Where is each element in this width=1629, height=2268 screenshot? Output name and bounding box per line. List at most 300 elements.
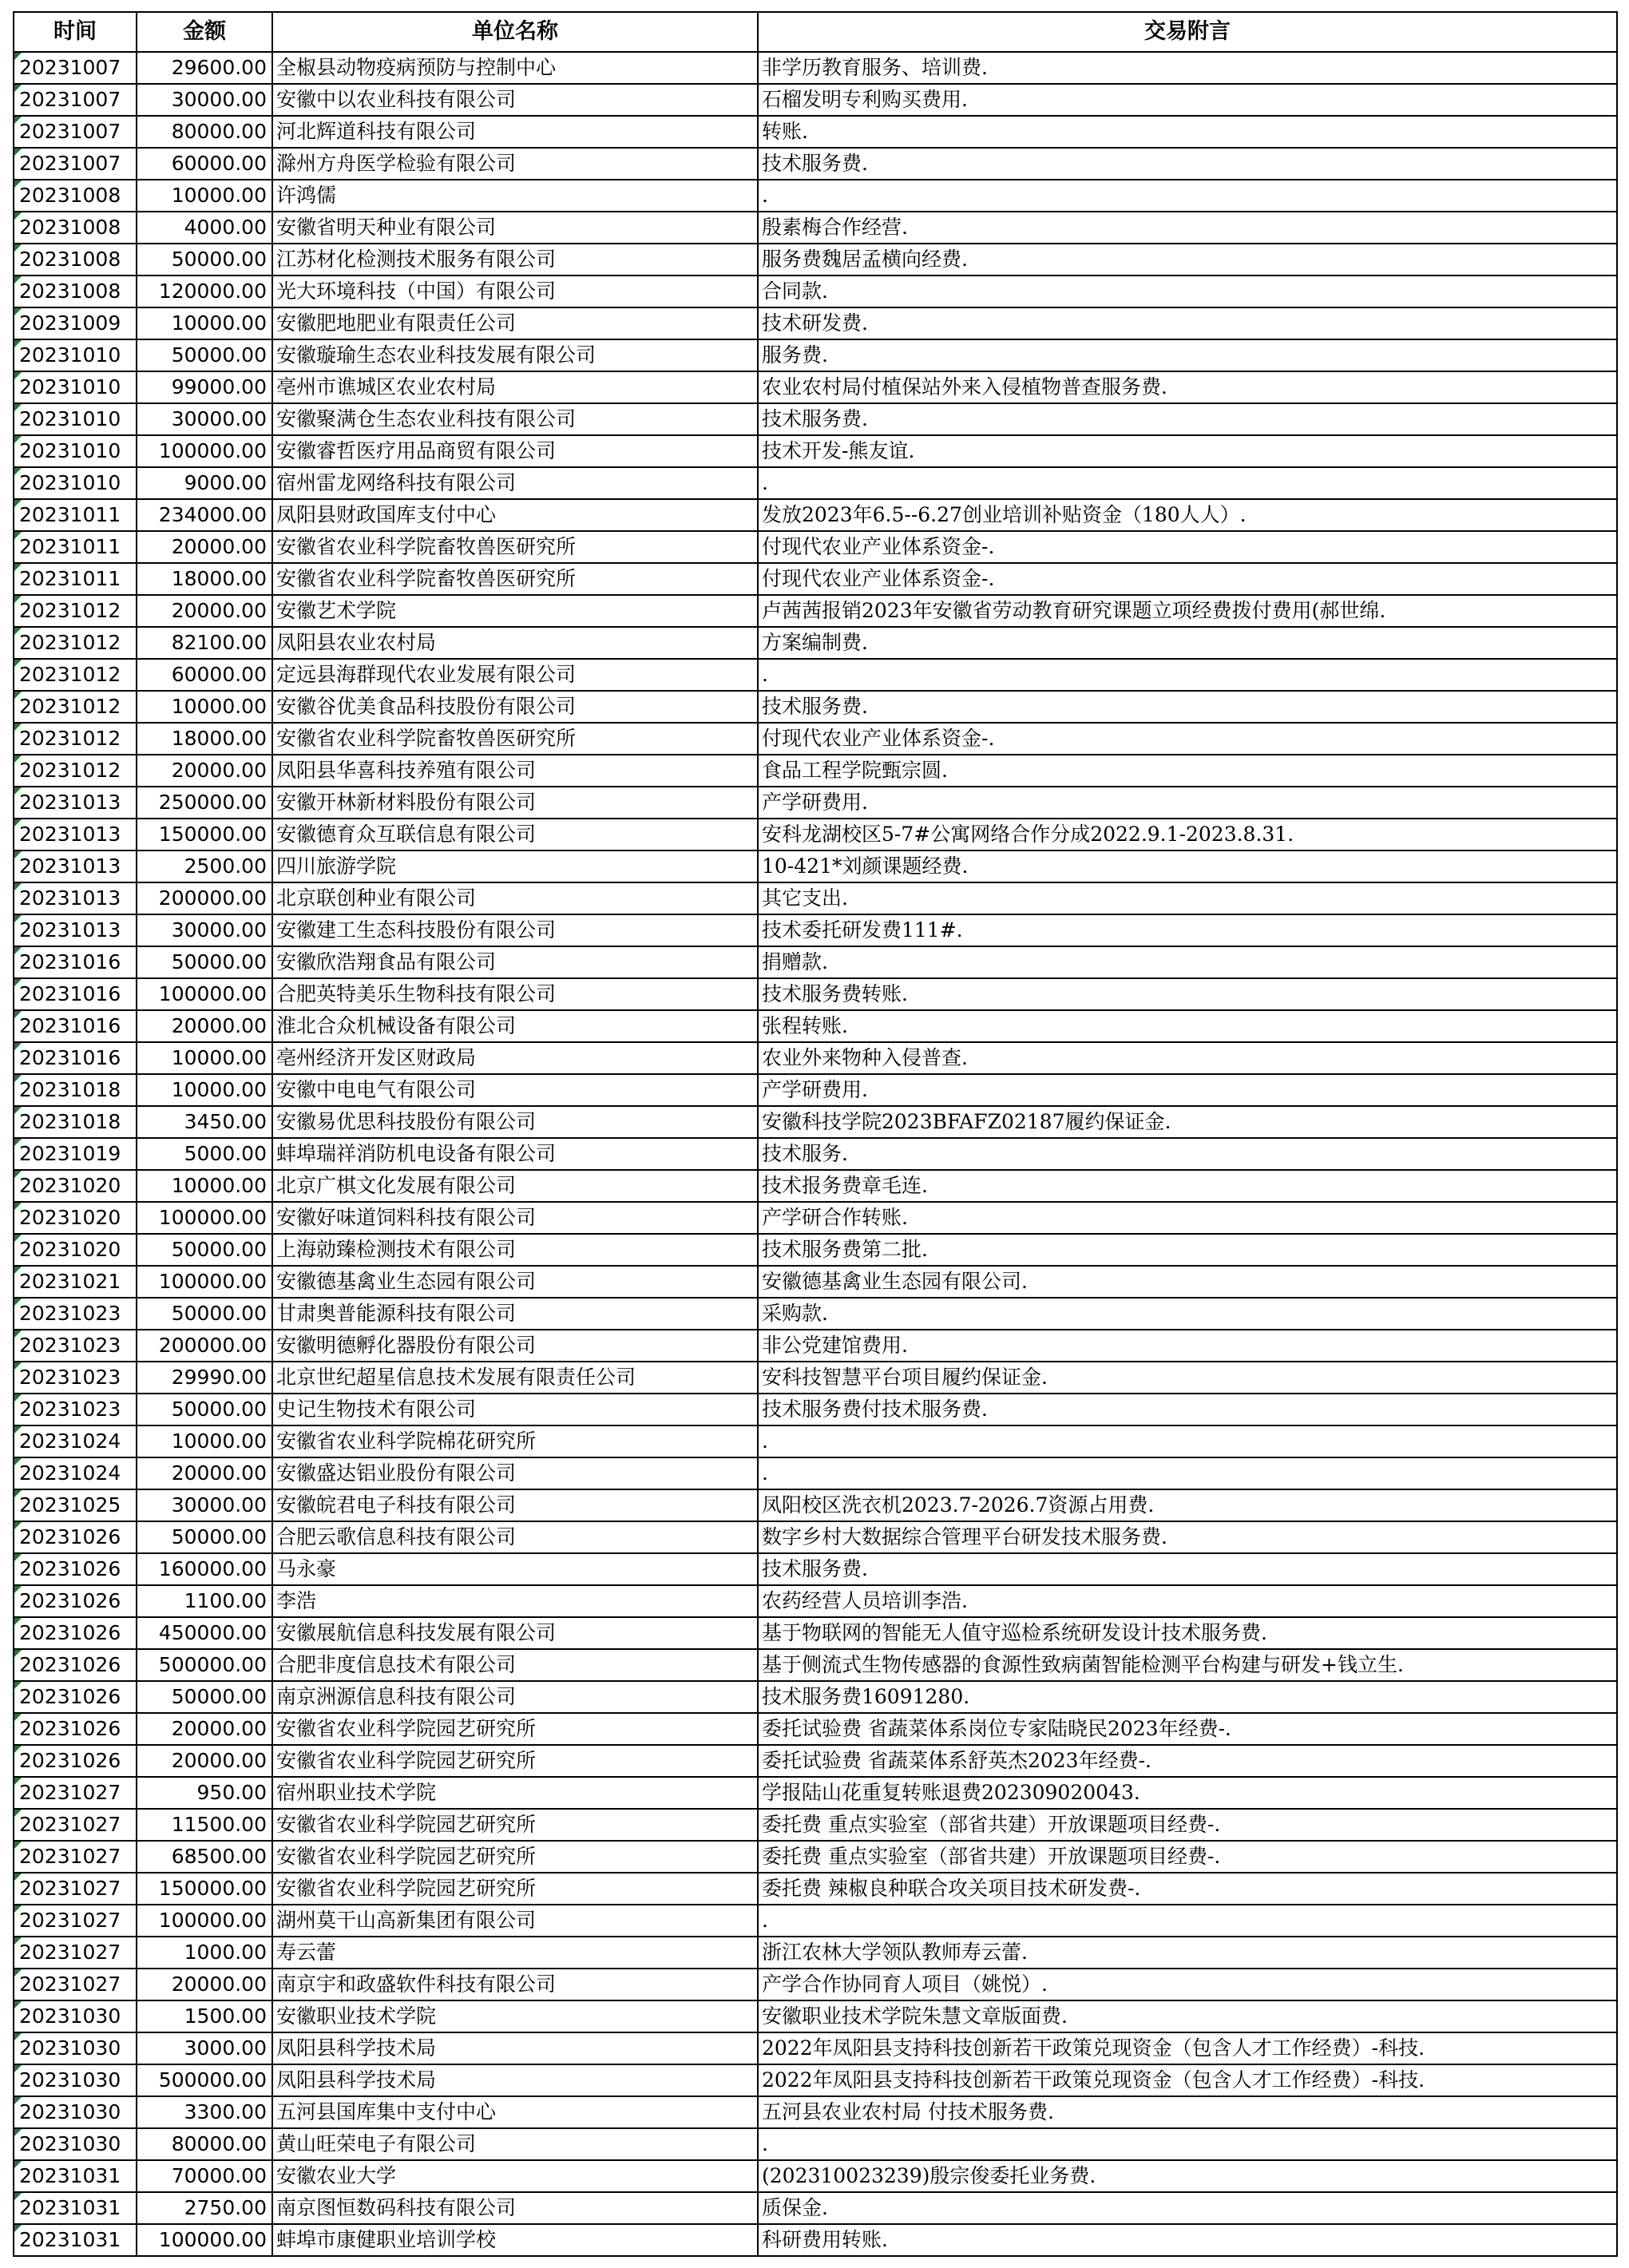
cell-amount[interactable]: 3300.00: [137, 2096, 272, 2128]
cell-date[interactable]: 20231026: [14, 1681, 137, 1713]
cell-memo[interactable]: 合同款.: [758, 276, 1617, 307]
cell-amount[interactable]: 200000.00: [137, 1330, 272, 1362]
cell-memo[interactable]: .: [758, 1905, 1617, 1937]
cell-unit[interactable]: 安徽建工生态科技股份有限公司: [272, 914, 758, 946]
cell-memo[interactable]: .: [758, 180, 1617, 212]
cell-memo[interactable]: 其它支出.: [758, 882, 1617, 914]
cell-memo[interactable]: 安徽德基禽业生态园有限公司.: [758, 1266, 1617, 1298]
cell-unit[interactable]: 安徽艺术学院: [272, 595, 758, 627]
cell-amount[interactable]: 30000.00: [137, 1489, 272, 1521]
cell-unit[interactable]: 全椒县动物疫病预防与控制中心: [272, 52, 758, 84]
cell-memo[interactable]: 方案编制费.: [758, 627, 1617, 659]
cell-memo[interactable]: 农业外来物种入侵普查.: [758, 1042, 1617, 1074]
cell-unit[interactable]: 合肥英特美乐生物科技有限公司: [272, 978, 758, 1010]
header-unit: 单位名称: [272, 12, 758, 52]
cell-amount[interactable]: 1500.00: [137, 2000, 272, 2032]
cell-amount[interactable]: 60000.00: [137, 659, 272, 691]
cell-unit[interactable]: 北京世纪超星信息技术发展有限责任公司: [272, 1362, 758, 1394]
cell-unit[interactable]: 南京宇和政盛软件科技有限公司: [272, 1969, 758, 2000]
cell-amount[interactable]: 150000.00: [137, 819, 272, 850]
cell-date[interactable]: 20231019: [14, 1138, 137, 1170]
cell-date[interactable]: 20231016: [14, 1042, 137, 1074]
cell-amount[interactable]: 18000.00: [137, 563, 272, 595]
cell-date[interactable]: 20231012: [14, 595, 137, 627]
cell-amount[interactable]: 120000.00: [137, 276, 272, 307]
cell-amount[interactable]: 50000.00: [137, 1681, 272, 1713]
cell-memo[interactable]: 农业农村局付植保站外来入侵植物普查服务费.: [758, 371, 1617, 403]
cell-date[interactable]: 20231024: [14, 1425, 137, 1457]
cell-date[interactable]: 20231026: [14, 1553, 137, 1585]
cell-amount[interactable]: 20000.00: [137, 1010, 272, 1042]
cell-unit[interactable]: 南京图恒数码科技有限公司: [272, 2192, 758, 2224]
cell-unit[interactable]: 安徽皖君电子科技有限公司: [272, 1489, 758, 1521]
cell-amount[interactable]: 20000.00: [137, 1457, 272, 1489]
cell-unit[interactable]: 安徽睿哲医疗用品商贸有限公司: [272, 435, 758, 467]
cell-amount[interactable]: 99000.00: [137, 371, 272, 403]
cell-memo[interactable]: 付现代农业产业体系资金-.: [758, 723, 1617, 755]
cell-date[interactable]: 20231010: [14, 467, 137, 499]
cell-amount[interactable]: 4000.00: [137, 212, 272, 244]
cell-amount[interactable]: 160000.00: [137, 1553, 272, 1585]
cell-amount[interactable]: 3000.00: [137, 2032, 272, 2064]
cell-unit[interactable]: 江苏材化检测技术服务有限公司: [272, 244, 758, 276]
cell-memo[interactable]: 学报陆山花重复转账退费202309020043.: [758, 1777, 1617, 1809]
cell-unit[interactable]: 安徽璇瑜生态农业科技发展有限公司: [272, 339, 758, 371]
cell-amount[interactable]: 20000.00: [137, 595, 272, 627]
cell-memo[interactable]: 委托费 辣椒良种联合攻关项目技术研发费-.: [758, 1873, 1617, 1905]
cell-amount[interactable]: 450000.00: [137, 1617, 272, 1649]
cell-unit[interactable]: 安徽省农业科学院畜牧兽医研究所: [272, 563, 758, 595]
table-row: [14, 148, 1617, 180]
cell-amount[interactable]: 50000.00: [137, 244, 272, 276]
header-date: 时间: [14, 12, 137, 52]
cell-date[interactable]: 20231010: [14, 371, 137, 403]
cell-memo[interactable]: 技术服务费.: [758, 148, 1617, 180]
cell-date[interactable]: 20231030: [14, 2032, 137, 2064]
cell-date[interactable]: 20231020: [14, 1234, 137, 1266]
cell-amount[interactable]: 10000.00: [137, 1074, 272, 1106]
cell-date[interactable]: 20231012: [14, 659, 137, 691]
cell-date[interactable]: 20231026: [14, 1585, 137, 1617]
cell-date[interactable]: 20231012: [14, 627, 137, 659]
cell-memo[interactable]: 数字乡村大数据综合管理平台研发技术服务费.: [758, 1521, 1617, 1553]
table-body: [14, 52, 1617, 2256]
cell-memo[interactable]: 技术服务费16091280.: [758, 1681, 1617, 1713]
cell-unit[interactable]: 安徽谷优美食品科技股份有限公司: [272, 691, 758, 723]
cell-date[interactable]: 20231021: [14, 1266, 137, 1298]
cell-memo[interactable]: 产学研费用.: [758, 787, 1617, 819]
cell-date[interactable]: 20231018: [14, 1106, 137, 1138]
cell-memo[interactable]: 张程转账.: [758, 1010, 1617, 1042]
cell-amount[interactable]: 80000.00: [137, 116, 272, 148]
cell-date[interactable]: 20231030: [14, 2000, 137, 2032]
cell-unit[interactable]: 黄山旺荣电子有限公司: [272, 2128, 758, 2160]
cell-amount[interactable]: 200000.00: [137, 882, 272, 914]
cell-amount[interactable]: 60000.00: [137, 148, 272, 180]
cell-unit[interactable]: 安徽展航信息科技发展有限公司: [272, 1617, 758, 1649]
cell-date[interactable]: 20231016: [14, 978, 137, 1010]
cell-date[interactable]: 20231027: [14, 1809, 137, 1841]
cell-amount[interactable]: 50000.00: [137, 946, 272, 978]
cell-unit[interactable]: 安徽开林新材料股份有限公司: [272, 787, 758, 819]
cell-date[interactable]: 20231010: [14, 403, 137, 435]
cell-date[interactable]: 20231031: [14, 2224, 137, 2256]
cell-memo[interactable]: 基于物联网的智能无人值守巡检系统研发设计技术服务费.: [758, 1617, 1617, 1649]
cell-date[interactable]: 20231008: [14, 212, 137, 244]
cell-memo[interactable]: 食品工程学院甄宗圆.: [758, 755, 1617, 787]
cell-date[interactable]: 20231027: [14, 1969, 137, 2000]
cell-unit[interactable]: 安徽聚满仓生态农业科技有限公司: [272, 403, 758, 435]
cell-amount[interactable]: 20000.00: [137, 1745, 272, 1777]
cell-date[interactable]: 20231013: [14, 850, 137, 882]
cell-date[interactable]: 20231025: [14, 1489, 137, 1521]
cell-date[interactable]: 20231008: [14, 244, 137, 276]
cell-unit[interactable]: 安徽职业技术学院: [272, 2000, 758, 2032]
cell-memo[interactable]: 技术研发费.: [758, 307, 1617, 339]
cell-amount[interactable]: 30000.00: [137, 914, 272, 946]
cell-unit[interactable]: 寿云蕾: [272, 1937, 758, 1969]
cell-memo[interactable]: 产学合作协同育人项目（姚悦）.: [758, 1969, 1617, 2000]
table-row: [14, 819, 1617, 850]
cell-date[interactable]: 20231012: [14, 691, 137, 723]
cell-unit[interactable]: 安徽省明天种业有限公司: [272, 212, 758, 244]
cell-unit[interactable]: 凤阳县华喜科技养殖有限公司: [272, 755, 758, 787]
cell-unit[interactable]: 北京联创种业有限公司: [272, 882, 758, 914]
cell-memo[interactable]: .: [758, 1457, 1617, 1489]
cell-memo[interactable]: 非学历教育服务、培训费.: [758, 52, 1617, 84]
cell-unit[interactable]: 上海勍臻检测技术有限公司: [272, 1234, 758, 1266]
cell-amount[interactable]: 68500.00: [137, 1841, 272, 1873]
cell-unit[interactable]: 李浩: [272, 1585, 758, 1617]
cell-date[interactable]: 20231026: [14, 1617, 137, 1649]
cell-date[interactable]: 20231027: [14, 1905, 137, 1937]
cell-date[interactable]: 20231027: [14, 1777, 137, 1809]
cell-unit[interactable]: 凤阳县科学技术局: [272, 2064, 758, 2096]
cell-memo[interactable]: 转账.: [758, 116, 1617, 148]
cell-amount[interactable]: 82100.00: [137, 627, 272, 659]
cell-memo[interactable]: 安科技智慧平台项目履约保证金.: [758, 1362, 1617, 1394]
cell-amount[interactable]: 500000.00: [137, 2064, 272, 2096]
cell-date[interactable]: 20231013: [14, 819, 137, 850]
cell-memo[interactable]: .: [758, 659, 1617, 691]
cell-amount[interactable]: 20000.00: [137, 1969, 272, 2000]
cell-memo[interactable]: 殷素梅合作经营.: [758, 212, 1617, 244]
cell-amount[interactable]: 100000.00: [137, 1202, 272, 1234]
cell-amount[interactable]: 2500.00: [137, 850, 272, 882]
cell-date[interactable]: 20231018: [14, 1074, 137, 1106]
cell-memo[interactable]: 非公党建馆费用.: [758, 1330, 1617, 1362]
cell-memo[interactable]: 基于侧流式生物传感器的食源性致病菌智能检测平台构建与研发+钱立生.: [758, 1649, 1617, 1681]
cell-memo[interactable]: 技术服务费.: [758, 403, 1617, 435]
cell-date[interactable]: 20231013: [14, 787, 137, 819]
cell-unit[interactable]: 安徽德基禽业生态园有限公司: [272, 1266, 758, 1298]
cell-unit[interactable]: 安徽农业大学: [272, 2160, 758, 2192]
cell-memo[interactable]: 安科龙湖校区5-7#公寓网络合作分成2022.9.1-2023.8.31.: [758, 819, 1617, 850]
cell-memo[interactable]: 采购款.: [758, 1298, 1617, 1330]
cell-amount[interactable]: 100000.00: [137, 435, 272, 467]
cell-amount[interactable]: 29990.00: [137, 1362, 272, 1394]
cell-memo[interactable]: 浙江农林大学领队教师寿云蕾.: [758, 1937, 1617, 1969]
cell-unit[interactable]: 许鸿儒: [272, 180, 758, 212]
cell-unit[interactable]: 安徽省农业科学院棉花研究所: [272, 1425, 758, 1457]
cell-memo[interactable]: 技术委托研发费111#.: [758, 914, 1617, 946]
table-row: [14, 563, 1617, 595]
cell-amount[interactable]: 11500.00: [137, 1809, 272, 1841]
cell-unit[interactable]: 安徽明德孵化器股份有限公司: [272, 1330, 758, 1362]
cell-amount[interactable]: 20000.00: [137, 531, 272, 563]
cell-amount[interactable]: 234000.00: [137, 499, 272, 531]
cell-memo[interactable]: 五河县农业农村局 付技术服务费.: [758, 2096, 1617, 2128]
cell-date[interactable]: 20231026: [14, 1521, 137, 1553]
cell-unit[interactable]: 宿州职业技术学院: [272, 1777, 758, 1809]
cell-amount[interactable]: 20000.00: [137, 1713, 272, 1745]
cell-date[interactable]: 20231007: [14, 116, 137, 148]
cell-amount[interactable]: 150000.00: [137, 1873, 272, 1905]
cell-date[interactable]: 20231026: [14, 1713, 137, 1745]
cell-unit[interactable]: 淮北合众机械设备有限公司: [272, 1010, 758, 1042]
cell-date[interactable]: 20231011: [14, 531, 137, 563]
table-row: [14, 467, 1617, 499]
cell-date[interactable]: 20231010: [14, 339, 137, 371]
cell-memo[interactable]: 农药经营人员培训李浩.: [758, 1585, 1617, 1617]
cell-amount[interactable]: 10000.00: [137, 1042, 272, 1074]
cell-amount[interactable]: 50000.00: [137, 1234, 272, 1266]
cell-memo[interactable]: 10-421*刘颜课题经费.: [758, 850, 1617, 882]
cell-amount[interactable]: 9000.00: [137, 467, 272, 499]
cell-unit[interactable]: 湖州莫干山高新集团有限公司: [272, 1905, 758, 1937]
cell-unit[interactable]: 安徽省农业科学院园艺研究所: [272, 1841, 758, 1873]
cell-memo[interactable]: 2022年凤阳县支持科技创新若干政策兑现资金（包含人才工作经费）-科技.: [758, 2064, 1617, 2096]
cell-date[interactable]: 20231008: [14, 180, 137, 212]
cell-unit[interactable]: 北京广棋文化发展有限公司: [272, 1170, 758, 1202]
cell-date[interactable]: 20231010: [14, 435, 137, 467]
cell-date[interactable]: 20231012: [14, 723, 137, 755]
cell-date[interactable]: 20231024: [14, 1457, 137, 1489]
cell-memo[interactable]: 安徽科技学院2023BFAFZ02187履约保证金.: [758, 1106, 1617, 1138]
cell-date[interactable]: 20231031: [14, 2192, 137, 2224]
cell-memo[interactable]: 委托试验费 省蔬菜体系舒英杰2023年经费-.: [758, 1745, 1617, 1777]
cell-amount[interactable]: 30000.00: [137, 403, 272, 435]
cell-amount[interactable]: 50000.00: [137, 1298, 272, 1330]
cell-date[interactable]: 20231009: [14, 307, 137, 339]
cell-amount[interactable]: 1100.00: [137, 1585, 272, 1617]
cell-memo[interactable]: 付现代农业产业体系资金-.: [758, 563, 1617, 595]
cell-date[interactable]: 20231031: [14, 2160, 137, 2192]
cell-amount[interactable]: 10000.00: [137, 691, 272, 723]
cell-unit[interactable]: 安徽中以农业科技有限公司: [272, 84, 758, 116]
cell-amount[interactable]: 3450.00: [137, 1106, 272, 1138]
cell-unit[interactable]: 四川旅游学院: [272, 850, 758, 882]
cell-date[interactable]: 20231011: [14, 499, 137, 531]
cell-memo[interactable]: 技术报务费章毛连.: [758, 1170, 1617, 1202]
cell-date[interactable]: 20231027: [14, 1937, 137, 1969]
cell-amount[interactable]: 70000.00: [137, 2160, 272, 2192]
cell-unit[interactable]: 甘肃奥普能源科技有限公司: [272, 1298, 758, 1330]
cell-date[interactable]: 20231027: [14, 1873, 137, 1905]
cell-unit[interactable]: 滁州方舟医学检验有限公司: [272, 148, 758, 180]
cell-memo[interactable]: .: [758, 2128, 1617, 2160]
cell-unit[interactable]: 安徽省农业科学院园艺研究所: [272, 1809, 758, 1841]
cell-date[interactable]: 20231026: [14, 1745, 137, 1777]
cell-amount[interactable]: 1000.00: [137, 1937, 272, 1969]
cell-memo[interactable]: 委托费 重点实验室（部省共建）开放课题项目经费-.: [758, 1809, 1617, 1841]
cell-memo[interactable]: 技术服务费付技术服务费.: [758, 1394, 1617, 1425]
cell-amount[interactable]: 29600.00: [137, 52, 272, 84]
cell-unit[interactable]: 亳州经济开发区财政局: [272, 1042, 758, 1074]
cell-memo[interactable]: 技术服务费第二批.: [758, 1234, 1617, 1266]
cell-date[interactable]: 20231020: [14, 1202, 137, 1234]
cell-memo[interactable]: 卢茜茜报销2023年安徽省劳动教育研究课题立项经费拨付费用(郝世绵.: [758, 595, 1617, 627]
cell-memo[interactable]: (202310023239)殷宗俊委托业务费.: [758, 2160, 1617, 2192]
cell-memo[interactable]: 凤阳校区洗衣机2023.7-2026.7资源占用费.: [758, 1489, 1617, 1521]
cell-memo[interactable]: 产学研合作转账.: [758, 1202, 1617, 1234]
cell-memo[interactable]: 发放2023年6.5--6.27创业培训补贴资金（180人人）.: [758, 499, 1617, 531]
cell-date[interactable]: 20231016: [14, 1010, 137, 1042]
cell-memo[interactable]: 委托费 重点实验室（部省共建）开放课题项目经费-.: [758, 1841, 1617, 1873]
cell-date[interactable]: 20231023: [14, 1330, 137, 1362]
table-row: [14, 1777, 1617, 1809]
cell-date[interactable]: 20231013: [14, 882, 137, 914]
cell-unit[interactable]: 安徽省农业科学院园艺研究所: [272, 1745, 758, 1777]
table-row: [14, 691, 1617, 723]
cell-unit[interactable]: 安徽盛达铝业股份有限公司: [272, 1457, 758, 1489]
cell-unit[interactable]: 五河县国库集中支付中心: [272, 2096, 758, 2128]
cell-unit[interactable]: 光大环境科技（中国）有限公司: [272, 276, 758, 307]
cell-unit[interactable]: 安徽省农业科学院园艺研究所: [272, 1713, 758, 1745]
cell-memo[interactable]: 捐赠款.: [758, 946, 1617, 978]
cell-amount[interactable]: 30000.00: [137, 84, 272, 116]
table-row: [14, 1266, 1617, 1298]
cell-memo[interactable]: .: [758, 1425, 1617, 1457]
cell-unit[interactable]: 安徽省农业科学院园艺研究所: [272, 1873, 758, 1905]
cell-memo[interactable]: 安徽职业技术学院朱慧文章版面费.: [758, 2000, 1617, 2032]
cell-amount[interactable]: 2750.00: [137, 2192, 272, 2224]
cell-unit[interactable]: 合肥云歌信息科技有限公司: [272, 1521, 758, 1553]
cell-amount[interactable]: 50000.00: [137, 339, 272, 371]
cell-date[interactable]: 20231016: [14, 946, 137, 978]
cell-amount[interactable]: 10000.00: [137, 307, 272, 339]
cell-unit[interactable]: 安徽中电电气有限公司: [272, 1074, 758, 1106]
table-row: [14, 84, 1617, 116]
cell-unit[interactable]: 安徽好味道饲料科技有限公司: [272, 1202, 758, 1234]
table-row: [14, 914, 1617, 946]
cell-memo[interactable]: 科研费用转账.: [758, 2224, 1617, 2256]
cell-amount[interactable]: 10000.00: [137, 1425, 272, 1457]
cell-date[interactable]: 20231023: [14, 1362, 137, 1394]
cell-unit[interactable]: 蚌埠市康健职业培训学校: [272, 2224, 758, 2256]
header-row: [14, 12, 1617, 52]
cell-date[interactable]: 20231008: [14, 276, 137, 307]
cell-memo[interactable]: 2022年凤阳县支持科技创新若干政策兑现资金（包含人才工作经费）-科技.: [758, 2032, 1617, 2064]
cell-amount[interactable]: 100000.00: [137, 2224, 272, 2256]
cell-unit[interactable]: 安徽省农业科学院畜牧兽医研究所: [272, 723, 758, 755]
cell-unit[interactable]: 定远县海群现代农业发展有限公司: [272, 659, 758, 691]
cell-amount[interactable]: 10000.00: [137, 180, 272, 212]
spreadsheet: [13, 11, 1616, 2257]
cell-unit[interactable]: 安徽省农业科学院畜牧兽医研究所: [272, 531, 758, 563]
cell-unit[interactable]: 凤阳县财政国库支付中心: [272, 499, 758, 531]
cell-date[interactable]: 20231030: [14, 2128, 137, 2160]
cell-date[interactable]: 20231007: [14, 148, 137, 180]
cell-amount[interactable]: 80000.00: [137, 2128, 272, 2160]
cell-memo[interactable]: 技术服务.: [758, 1138, 1617, 1170]
cell-date[interactable]: 20231026: [14, 1649, 137, 1681]
cell-amount[interactable]: 50000.00: [137, 1521, 272, 1553]
cell-unit[interactable]: 安徽欣浩翔食品有限公司: [272, 946, 758, 978]
cell-date[interactable]: 20231027: [14, 1841, 137, 1873]
table-row: [14, 212, 1617, 244]
cell-amount[interactable]: 250000.00: [137, 787, 272, 819]
cell-unit[interactable]: 合肥非度信息技术有限公司: [272, 1649, 758, 1681]
table-row: [14, 1713, 1617, 1745]
cell-memo[interactable]: 技术服务费.: [758, 1553, 1617, 1585]
cell-unit[interactable]: 凤阳县科学技术局: [272, 2032, 758, 2064]
cell-memo[interactable]: 技术服务费.: [758, 691, 1617, 723]
cell-amount[interactable]: 18000.00: [137, 723, 272, 755]
cell-unit[interactable]: 安徽易优思科技股份有限公司: [272, 1106, 758, 1138]
cell-unit[interactable]: 南京洲源信息科技有限公司: [272, 1681, 758, 1713]
cell-unit[interactable]: 安徽德育众互联信息有限公司: [272, 819, 758, 850]
cell-amount[interactable]: 50000.00: [137, 1394, 272, 1425]
table-row: [14, 116, 1617, 148]
cell-memo[interactable]: 服务费.: [758, 339, 1617, 371]
cell-date[interactable]: 20231030: [14, 2096, 137, 2128]
cell-memo[interactable]: 质保金.: [758, 2192, 1617, 2224]
cell-unit[interactable]: 蚌埠瑞祥消防机电设备有限公司: [272, 1138, 758, 1170]
cell-date[interactable]: 20231030: [14, 2064, 137, 2096]
cell-date[interactable]: 20231023: [14, 1298, 137, 1330]
cell-date[interactable]: 20231012: [14, 755, 137, 787]
cell-date[interactable]: 20231020: [14, 1170, 137, 1202]
cell-amount[interactable]: 100000.00: [137, 978, 272, 1010]
cell-date[interactable]: 20231023: [14, 1394, 137, 1425]
cell-unit[interactable]: 凤阳县农业农村局: [272, 627, 758, 659]
cell-memo[interactable]: 技术开发-熊友谊.: [758, 435, 1617, 467]
cell-memo[interactable]: 委托试验费 省蔬菜体系岗位专家陆晓民2023年经费-.: [758, 1713, 1617, 1745]
table-row: [14, 1170, 1617, 1202]
table-row: [14, 1234, 1617, 1266]
cell-date[interactable]: 20231011: [14, 563, 137, 595]
cell-memo[interactable]: 技术服务费转账.: [758, 978, 1617, 1010]
cell-amount[interactable]: 20000.00: [137, 755, 272, 787]
cell-amount[interactable]: 5000.00: [137, 1138, 272, 1170]
cell-unit[interactable]: 史记生物技术有限公司: [272, 1394, 758, 1425]
cell-memo[interactable]: 付现代农业产业体系资金-.: [758, 531, 1617, 563]
table-row: [14, 1905, 1617, 1937]
cell-amount[interactable]: 500000.00: [137, 1649, 272, 1681]
cell-memo[interactable]: .: [758, 467, 1617, 499]
cell-memo[interactable]: 石榴发明专利购买费用.: [758, 84, 1617, 116]
cell-amount[interactable]: 10000.00: [137, 1170, 272, 1202]
cell-date[interactable]: 20231007: [14, 84, 137, 116]
cell-unit[interactable]: 河北辉道科技有限公司: [272, 116, 758, 148]
cell-amount[interactable]: 950.00: [137, 1777, 272, 1809]
cell-date[interactable]: 20231013: [14, 914, 137, 946]
cell-unit[interactable]: 安徽肥地肥业有限责任公司: [272, 307, 758, 339]
cell-memo[interactable]: 产学研费用.: [758, 1074, 1617, 1106]
table-row: [14, 787, 1617, 819]
header-memo: 交易附言: [758, 12, 1617, 52]
cell-date[interactable]: 20231007: [14, 52, 137, 84]
cell-amount[interactable]: 100000.00: [137, 1266, 272, 1298]
table-row: [14, 1106, 1617, 1138]
cell-unit[interactable]: 马永豪: [272, 1553, 758, 1585]
cell-amount[interactable]: 100000.00: [137, 1905, 272, 1937]
cell-unit[interactable]: 亳州市谯城区农业农村局: [272, 371, 758, 403]
cell-unit[interactable]: 宿州雷龙网络科技有限公司: [272, 467, 758, 499]
table-row: [14, 1681, 1617, 1713]
cell-memo[interactable]: 服务费魏居孟横向经费.: [758, 244, 1617, 276]
